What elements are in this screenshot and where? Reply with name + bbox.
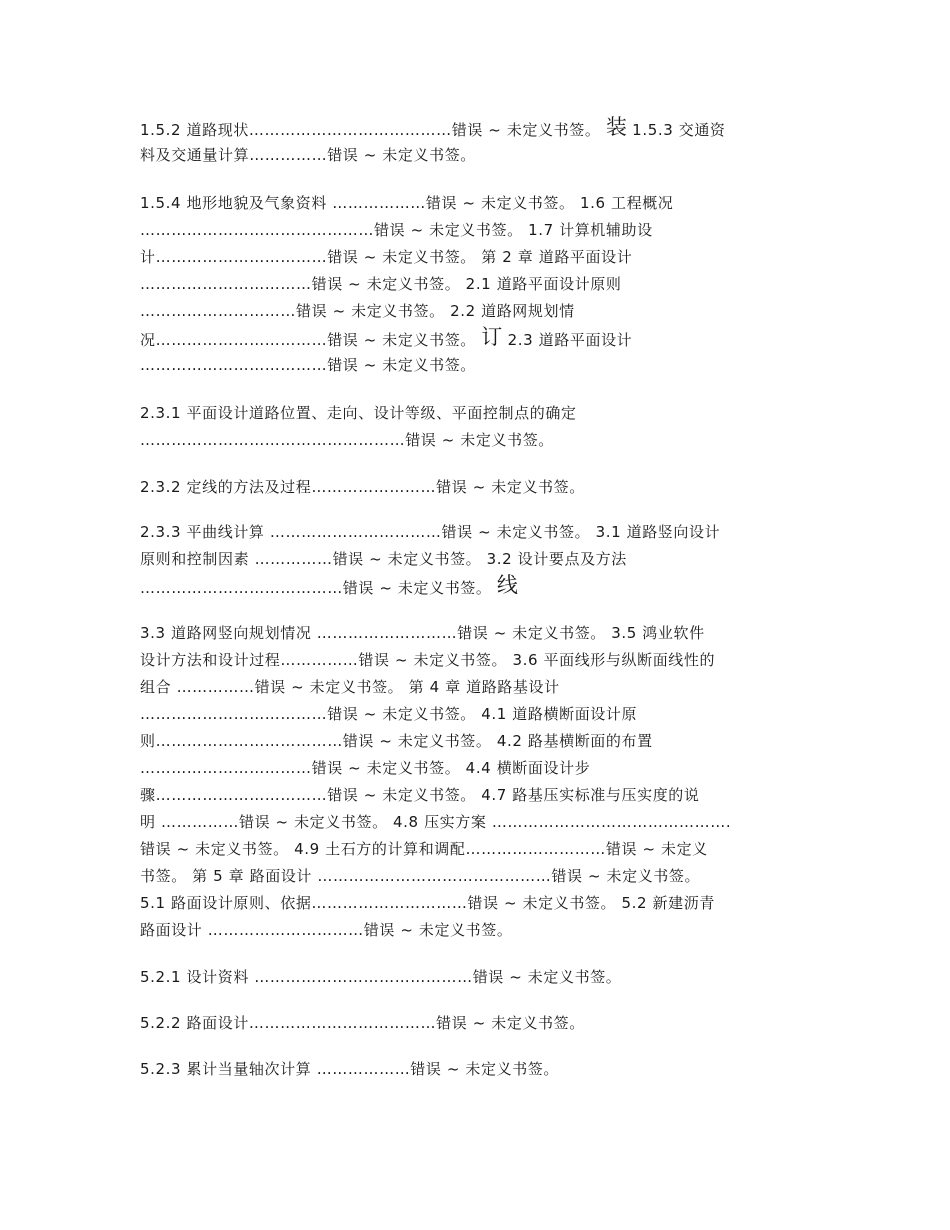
toc-text: 错误 ~ 未定义书签。 4.9 土石方的计算和调配………………………错误 ~ 未定义	[140, 840, 708, 858]
toc-text: …………………………………错误 ~ 未定义书签。	[140, 579, 497, 597]
toc-line	[140, 430, 554, 450]
toc-text: 5.1 路面设计原则、依据…………………………错误 ~ 未定义书签。 5.2 新建沥青	[140, 894, 715, 912]
toc-line	[140, 704, 637, 724]
toc-line	[140, 301, 575, 321]
toc-line	[140, 920, 512, 940]
toc-text: 2.3.1 平面设计道路位置、走向、设计等级、平面控制点的确定	[140, 404, 577, 422]
toc-text: 1.5.2 道路现状…………………………………错误 ~ 未定义书签。	[140, 121, 606, 139]
toc-line	[140, 839, 708, 859]
toc-text: 骤……………………………错误 ~ 未定义书签。 4.7 路基压实标准与压实度的说	[140, 786, 700, 804]
toc-text: ………………………………………错误 ~ 未定义书签。 1.7 计算机辅助设	[140, 221, 653, 239]
toc-text: 5.2.1 设计资料 ……………………………………错误 ~ 未定义书签。	[140, 968, 622, 986]
toc-text: 则………………………………错误 ~ 未定义书签。 4.2 路基横断面的布置	[140, 732, 653, 750]
toc-text: ……………………………错误 ~ 未定义书签。 2.1 道路平面设计原则	[140, 275, 622, 293]
toc-line	[140, 623, 705, 643]
binding-mark-ding: 订	[481, 325, 503, 349]
toc-line	[140, 403, 577, 423]
toc-line	[140, 967, 621, 987]
toc-line	[140, 522, 720, 542]
toc-text: 2.3 道路平面设计	[502, 331, 633, 349]
toc-line	[140, 893, 715, 913]
toc-text: 路面设计 …………………………错误 ~ 未定义书签。	[140, 921, 513, 939]
toc-text: 组合 ……………错误 ~ 未定义书签。 第 4 章 道路路基设计	[140, 678, 560, 696]
toc-text: 3.3 道路网竖向规划情况 ………………………错误 ~ 未定义书签。 3.5 鸿业软件	[140, 624, 705, 642]
toc-line	[140, 1013, 585, 1033]
toc-line	[140, 677, 560, 697]
toc-text: ……………………………错误 ~ 未定义书签。 4.4 横断面设计步	[140, 759, 591, 777]
binding-mark-zhuang: 装	[605, 115, 627, 139]
toc-text: 料及交通量计算……………错误 ~ 未定义书签。	[140, 146, 476, 164]
toc-text: ………………………………错误 ~ 未定义书签。	[140, 356, 476, 374]
toc-line	[140, 1059, 559, 1079]
toc-text: ………………………………错误 ~ 未定义书签。 4.1 道路横断面设计原	[140, 705, 638, 723]
toc-line	[140, 193, 673, 213]
toc-line	[140, 274, 622, 294]
toc-line	[140, 355, 476, 375]
toc-text: 2.3.2 定线的方法及过程……………………错误 ~ 未定义书签。	[140, 478, 585, 496]
toc-line	[140, 247, 632, 267]
toc-text: 计……………………………错误 ~ 未定义书签。 第 2 章 道路平面设计	[140, 248, 633, 266]
toc-line	[140, 115, 726, 140]
toc-line	[140, 650, 715, 670]
toc-line	[140, 220, 653, 240]
toc-line	[140, 549, 627, 569]
toc-line	[140, 866, 700, 886]
toc-line	[140, 573, 518, 598]
toc-text: 1.5.3 交通资	[626, 121, 726, 139]
toc-text: ……………………………………………错误 ~ 未定义书签。	[140, 431, 554, 449]
toc-text: 1.5.4 地形地貌及气象资料 ………………错误 ~ 未定义书签。 1.6 工程概况	[140, 194, 674, 212]
toc-line	[140, 812, 731, 832]
toc-text: 原则和控制因素 ……………错误 ~ 未定义书签。 3.2 设计要点及方法	[140, 550, 627, 568]
toc-text: 设计方法和设计过程……………错误 ~ 未定义书签。 3.6 平面线形与纵断面线性的	[140, 651, 716, 669]
toc-text: 2.3.3 平曲线计算 ……………………………错误 ~ 未定义书签。 3.1 道路竖向设计	[140, 523, 721, 541]
toc-line	[140, 325, 633, 350]
toc-text: 况……………………………错误 ~ 未定义书签。	[140, 331, 482, 349]
toc-text: 明 ……………错误 ~ 未定义书签。 4.8 压实方案 ……………………………………….	[140, 813, 732, 831]
toc-line	[140, 731, 653, 751]
binding-mark-xian: 线	[496, 573, 518, 597]
toc-text: 5.2.2 路面设计………………………………错误 ~ 未定义书签。	[140, 1014, 585, 1032]
toc-text: 5.2.3 累计当量轴次计算 ………………错误 ~ 未定义书签。	[140, 1060, 560, 1078]
toc-text: …………………………错误 ~ 未定义书签。 2.2 道路网规划情	[140, 302, 575, 320]
toc-line	[140, 477, 585, 497]
toc-text: 书签。 第 5 章 路面设计 ………………………………………错误 ~ 未定义书签。	[140, 867, 701, 885]
toc-line	[140, 785, 700, 805]
toc-line	[140, 758, 590, 778]
toc-line	[140, 145, 476, 165]
